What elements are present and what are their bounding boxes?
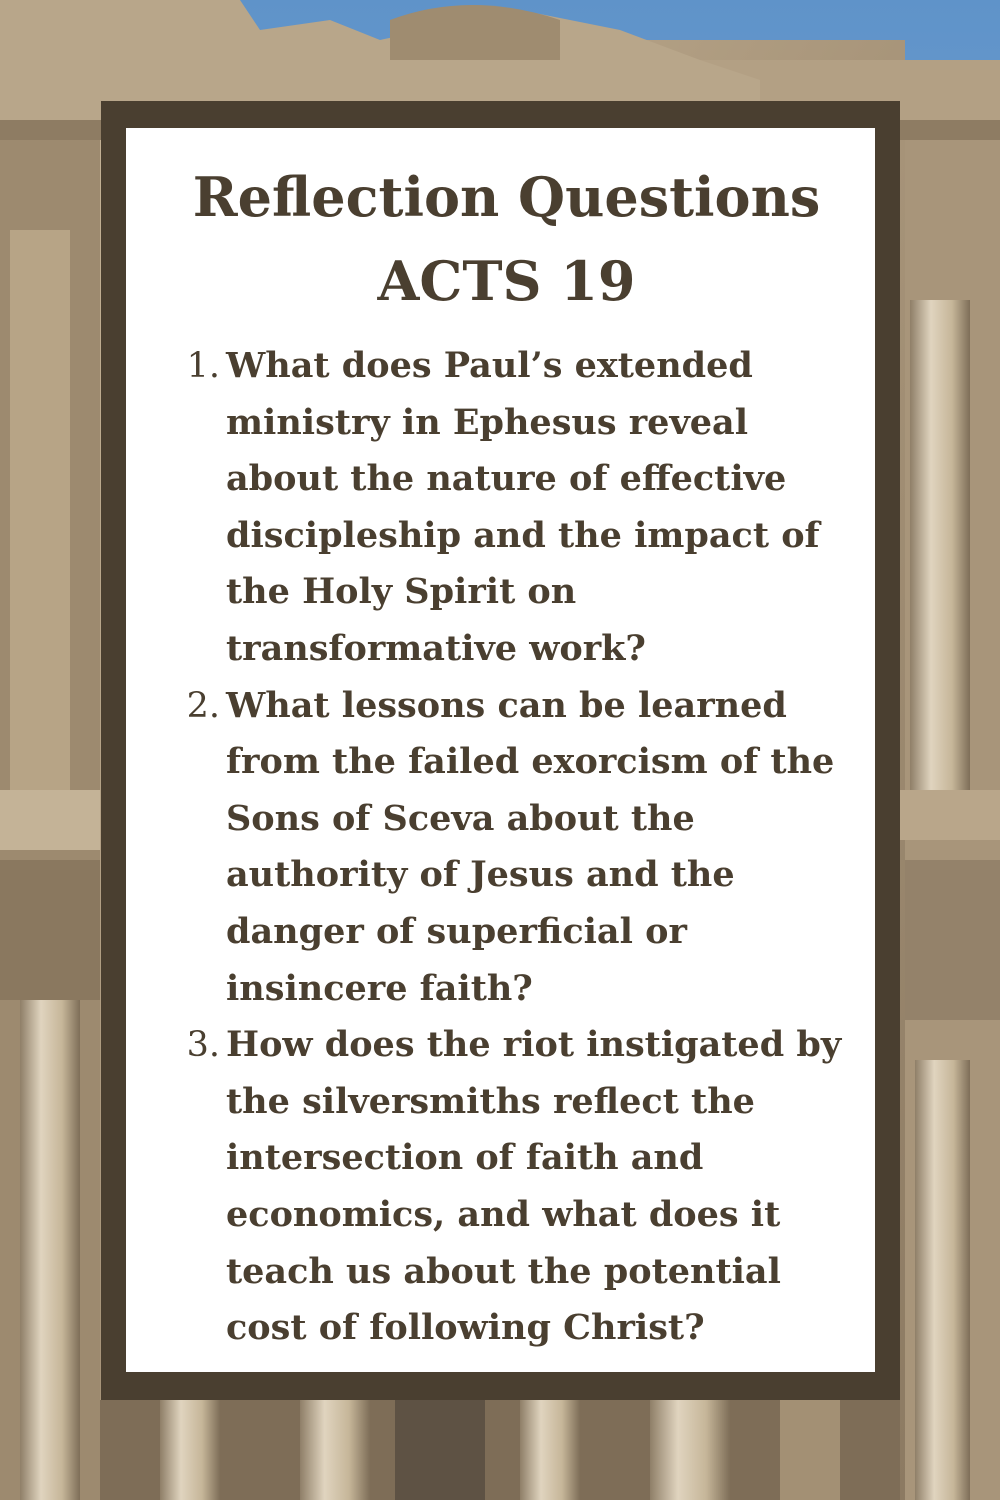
question-number: 3. [186,1025,220,1066]
question-text: How does the riot instigated by the silversmiths reflect the intersection of faith and economics, and what does it teach us about the potential cost of following Christ? [226,1024,842,1349]
page-title: Reflection Questions [192,165,821,229]
question-item [168,678,845,1018]
heading [168,165,845,313]
page-subtitle: ACTS 19 [377,249,636,313]
question-item [168,338,845,678]
question-number: 1. [186,346,220,386]
question-text: What does Paul’s extended ministry in Ephesus reveal about the nature of effective discipleship and the impact of the Holy Spirit on transformative work? [226,345,820,669]
card-frame [101,101,900,1400]
question-number: 2. [186,685,220,726]
question-text: What lessons can be learned from the failed exorcism of the Sons of Sceva about the authority of Jesus and the danger of superficial or insincere faith? [226,684,835,1009]
question-list [168,338,845,1357]
reflection-card [126,128,875,1372]
question-item [168,1017,845,1357]
